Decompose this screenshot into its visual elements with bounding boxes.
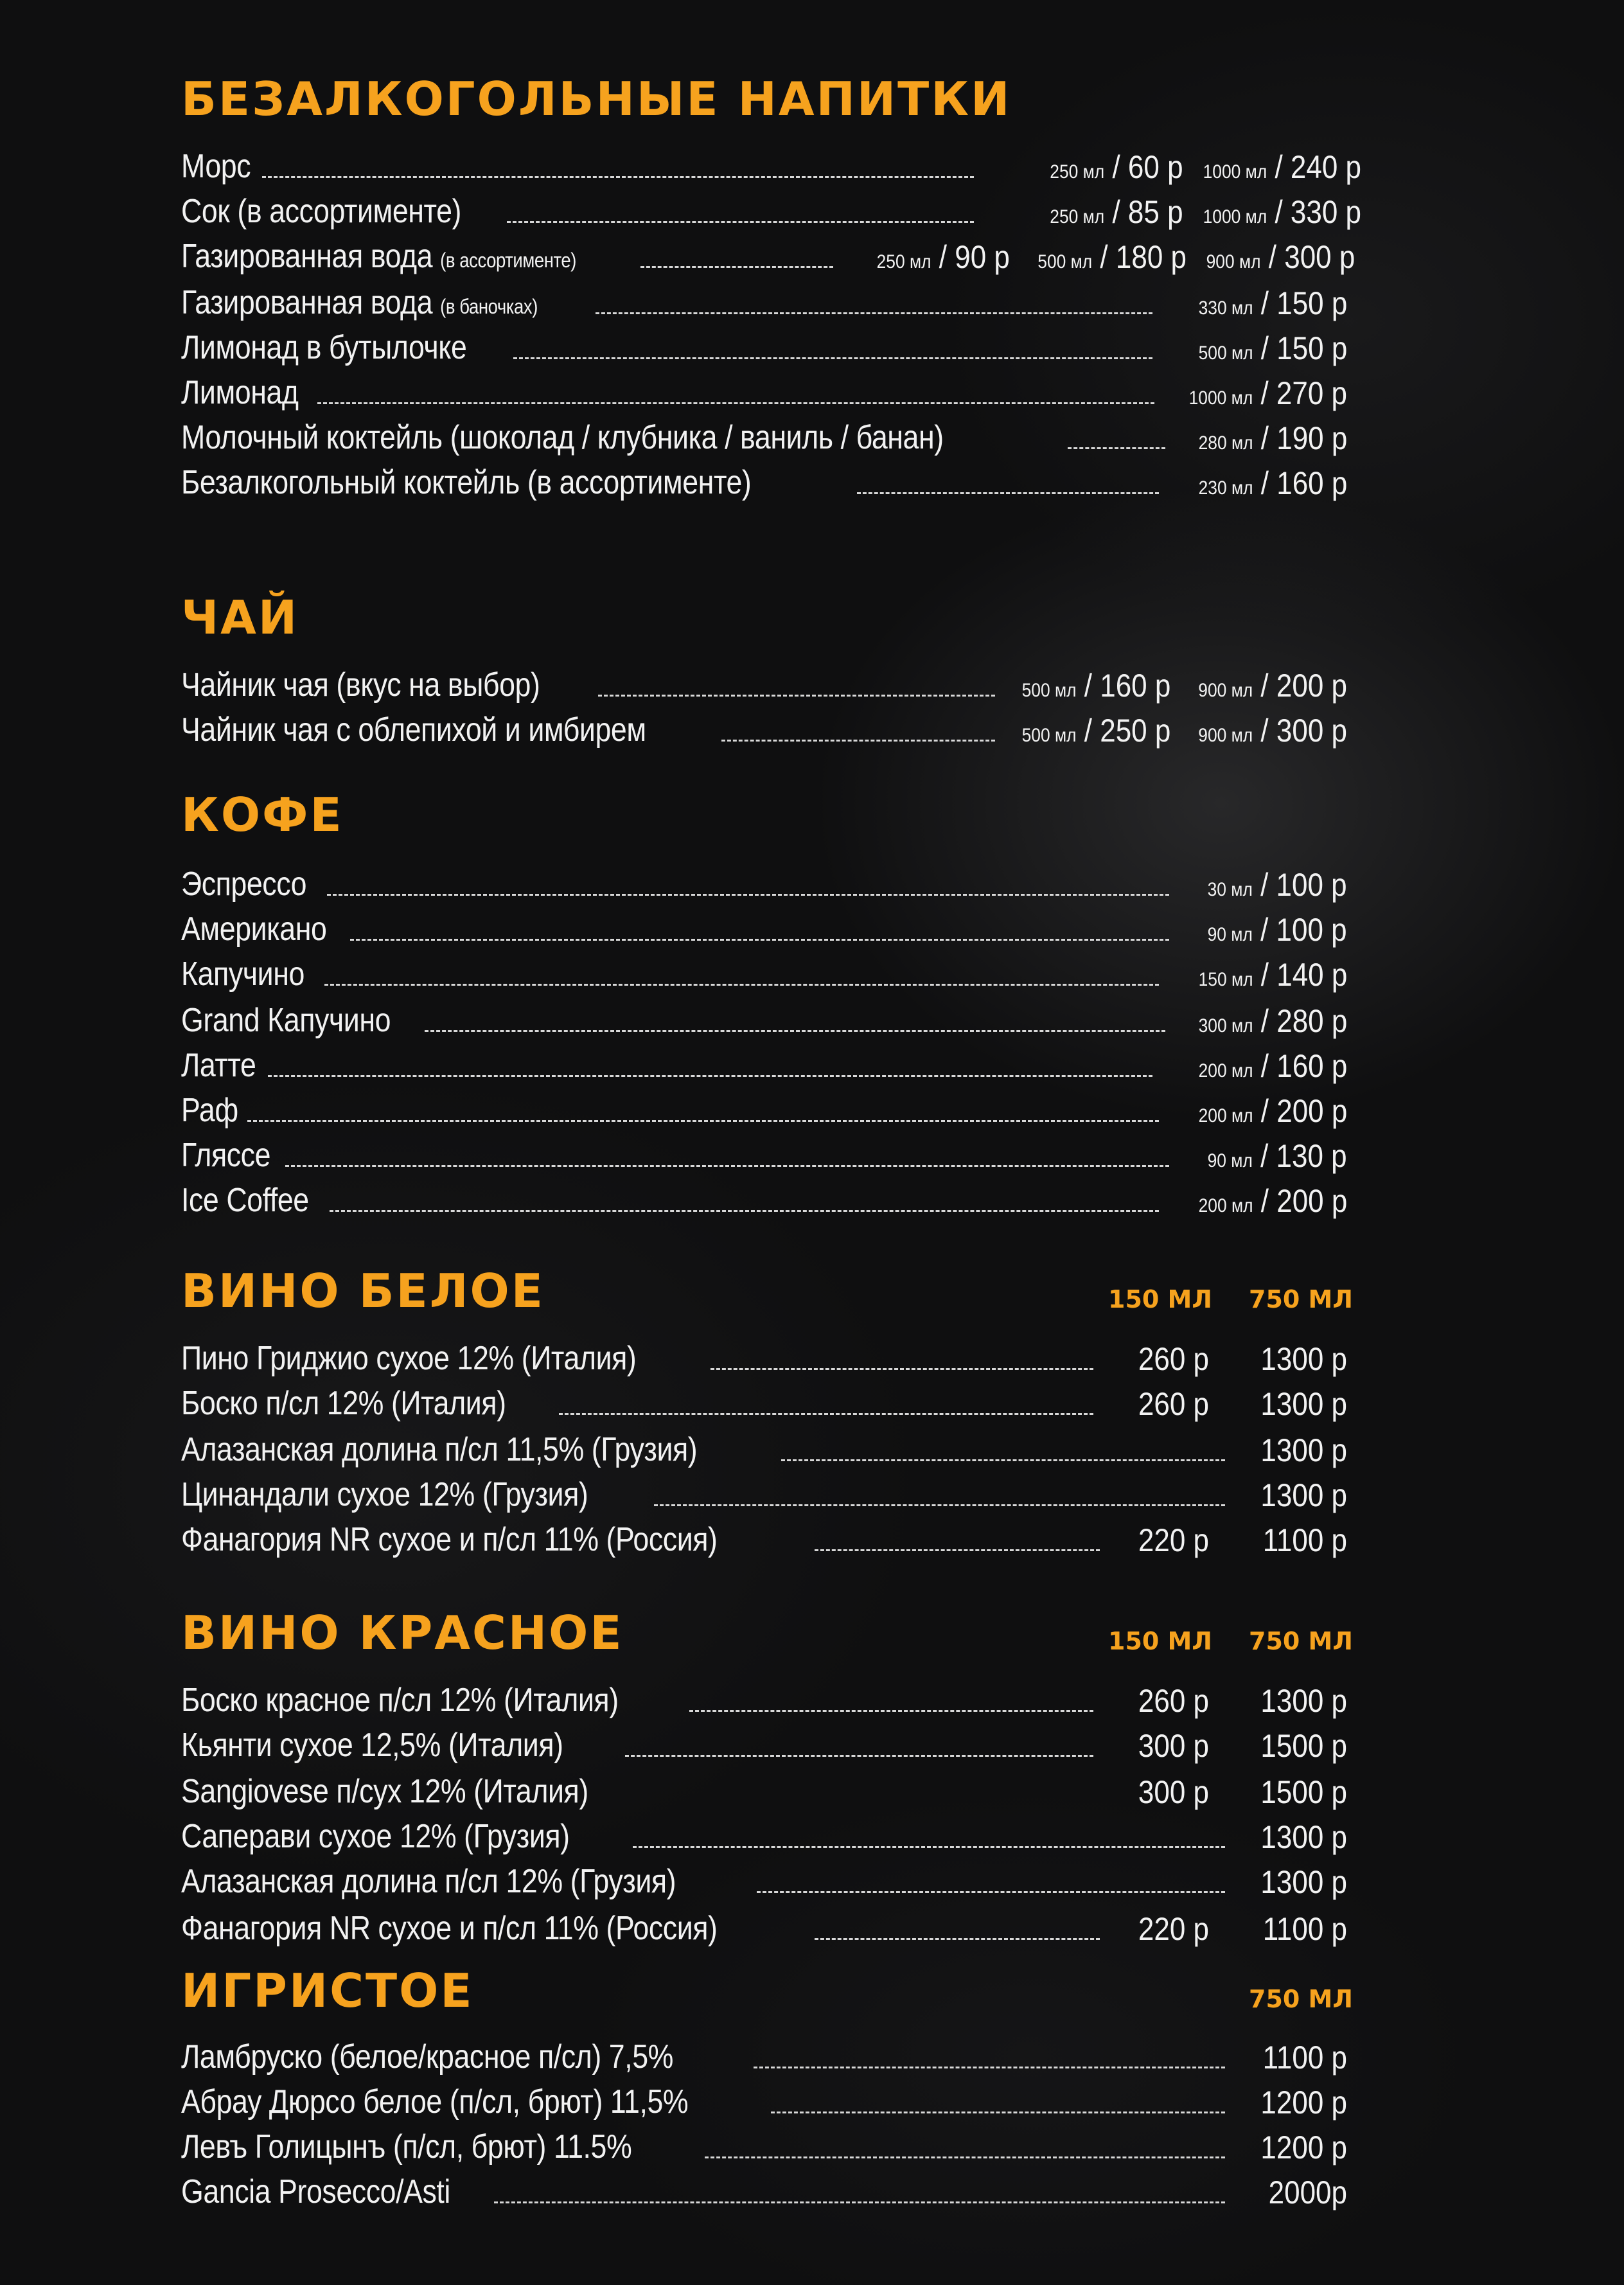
dotted-leader <box>815 1938 1100 1940</box>
menu-item <box>181 1471 1347 1511</box>
item-name: Grand Капучино <box>181 1002 391 1039</box>
dotted-leader <box>857 492 1159 494</box>
menu-item <box>181 1905 1347 1945</box>
menu-item <box>181 997 1347 1037</box>
item-name: Чайник чая (вкус на выбор) <box>181 666 540 704</box>
item-name: Чайник чая с облепихой и имбирем <box>181 711 646 749</box>
item-name: Лимонад в бутылочке <box>181 329 467 366</box>
price-150: 260 р <box>1138 1683 1209 1719</box>
dotted-leader <box>425 1030 1165 1032</box>
dotted-leader <box>268 1075 1152 1077</box>
item-price: 230 мл / 160 р <box>1198 465 1347 501</box>
menu-item <box>181 1858 1347 1898</box>
section-title: БЕЗАЛКОГОЛЬНЫЕ НАПИТКИ <box>181 72 1012 126</box>
dotted-leader <box>781 1459 1225 1461</box>
menu-item <box>181 1335 1347 1375</box>
menu-item <box>181 2079 1347 2119</box>
dotted-leader <box>507 221 974 223</box>
item-price: 300 мл / 280 р <box>1198 1003 1347 1039</box>
price-750: 1300 р <box>1260 1819 1347 1855</box>
menu-item <box>181 1813 1347 1853</box>
dotted-leader <box>757 1891 1225 1893</box>
price-150: 260 р <box>1138 1386 1209 1422</box>
menu-item <box>181 1427 1347 1466</box>
section-title: ИГРИСТОЕ <box>181 1964 474 2018</box>
dotted-leader <box>710 1368 1093 1370</box>
item-price: 1000 мл / 270 р <box>1188 375 1347 411</box>
dotted-leader <box>598 695 994 697</box>
item-name: Американо <box>181 911 327 948</box>
price-750: 1300 р <box>1260 1386 1347 1422</box>
column-header-750: 750 МЛ <box>1249 1627 1353 1655</box>
menu-item <box>181 2124 1347 2164</box>
dotted-leader <box>559 1413 1093 1415</box>
section-title: ВИНО БЕЛОЕ <box>181 1264 545 1318</box>
price-750: 1300 р <box>1260 1341 1347 1377</box>
item-name: Левъ Голицынъ (п/сл, брют) 11.5% <box>181 2128 632 2165</box>
menu-item <box>181 2169 1347 2209</box>
item-name: Газированная вода (в баночках) <box>181 284 538 321</box>
item-name: Ламбруско (белое/красное п/сл) 7,5% <box>181 2038 674 2076</box>
dotted-leader <box>625 1755 1093 1757</box>
item-name: Молочный коктейль (шоколад / клубника / ваниль / банан) <box>181 419 944 456</box>
item-name: Сок (в ассортименте) <box>181 193 462 230</box>
item-name: Фанагория NR сухое и п/сл 11% (Россия) <box>181 1521 718 1558</box>
dotted-leader <box>327 894 1169 896</box>
price-750: 1100 р <box>1262 1522 1347 1558</box>
dotted-leader <box>330 1210 1159 1212</box>
menu-item <box>181 1042 1347 1082</box>
price-150: 220 р <box>1138 1911 1209 1947</box>
item-name: Ice Coffee <box>181 1182 309 1219</box>
menu-item <box>181 1722 1347 1762</box>
item-price: 90 мл / 130 р <box>1207 1138 1347 1174</box>
dotted-leader <box>324 984 1159 986</box>
dotted-leader <box>654 1504 1225 1506</box>
item-name: Пино Гриджио сухое 12% (Италия) <box>181 1340 637 1377</box>
menu-item <box>181 2034 1347 2074</box>
item-name: Газированная вода (в ассортименте) <box>181 238 576 275</box>
price-750: 1300 р <box>1260 1864 1347 1900</box>
item-name: Алазанская долина п/сл 12% (Грузия) <box>181 1863 676 1900</box>
item-name: Кьянти сухое 12,5% (Италия) <box>181 1727 563 1764</box>
item-price: 30 мл / 100 р <box>1207 867 1347 903</box>
price-750: 1300 р <box>1260 1477 1347 1513</box>
dotted-leader <box>689 1710 1093 1712</box>
dotted-leader <box>247 1120 1158 1122</box>
dotted-leader <box>1068 447 1165 449</box>
item-price: 500 мл / 180 р <box>1037 239 1187 275</box>
column-header-750: 750 МЛ <box>1249 1985 1353 2013</box>
dotted-leader <box>285 1165 1170 1167</box>
item-name: Латте <box>181 1047 256 1084</box>
item-price: 900 мл / 300 р <box>1206 239 1355 275</box>
menu-item <box>181 143 1362 185</box>
item-name: Гляссе <box>181 1137 271 1174</box>
menu-item <box>181 951 1347 991</box>
item-name: Фанагория NR сухое и п/сл 11% (Россия) <box>181 1910 718 1947</box>
item-name: Морс <box>181 148 251 185</box>
menu-item <box>181 369 1347 409</box>
dotted-leader <box>640 266 833 268</box>
dotted-leader <box>721 740 994 742</box>
item-price: 500 мл / 160 р <box>1021 668 1170 704</box>
item-name: Sangiovese п/сух 12% (Италия) <box>181 1773 588 1810</box>
column-header-150: 150 МЛ <box>1108 1627 1212 1655</box>
price-750: 1300 р <box>1260 1432 1347 1468</box>
menu-item <box>181 233 1355 275</box>
item-price: 900 мл / 300 р <box>1198 713 1347 749</box>
dotted-leader <box>494 2201 1225 2203</box>
column-header-150: 150 МЛ <box>1108 1285 1212 1313</box>
dotted-leader <box>513 357 1152 359</box>
item-price: 250 мл / 85 р <box>1050 194 1183 230</box>
item-name: Безалкогольный коктейль (в ассортименте) <box>181 464 752 501</box>
price-750: 1100 р <box>1262 2040 1347 2076</box>
item-name: Алазанская долина п/сл 11,5% (Грузия) <box>181 1431 698 1468</box>
menu-item <box>181 459 1347 499</box>
menu-item <box>181 1380 1347 1420</box>
item-price: 330 мл / 150 р <box>1198 285 1347 321</box>
price-150: 260 р <box>1138 1341 1209 1377</box>
price-750: 1300 р <box>1260 1683 1347 1719</box>
price-750: 1200 р <box>1260 2129 1347 2165</box>
item-name: Боско красное п/сл 12% (Италия) <box>181 1682 619 1719</box>
price-750: 2000р <box>1268 2174 1347 2210</box>
menu-item <box>181 1677 1347 1717</box>
item-price: 280 мл / 190 р <box>1198 420 1347 456</box>
dotted-leader <box>705 2156 1225 2158</box>
item-price: 1000 мл / 240 р <box>1203 149 1362 185</box>
menu-item <box>181 1132 1347 1172</box>
section-title: ЧАЙ <box>181 591 299 645</box>
item-price: 200 мл / 200 р <box>1198 1183 1347 1219</box>
dotted-leader <box>815 1549 1100 1551</box>
price-150: 220 р <box>1138 1522 1209 1558</box>
menu-item <box>181 414 1347 454</box>
price-750: 1500 р <box>1260 1774 1347 1810</box>
item-price: 200 мл / 200 р <box>1198 1093 1347 1129</box>
menu-item <box>181 906 1347 946</box>
item-name: Саперави сухое 12% (Грузия) <box>181 1818 570 1855</box>
price-150: 300 р <box>1138 1728 1209 1764</box>
item-name: Цинандали сухое 12% (Грузия) <box>181 1476 588 1513</box>
item-price: 250 мл / 60 р <box>1050 149 1183 185</box>
item-price: 250 мл / 90 р <box>876 239 1010 275</box>
item-price: 500 мл / 250 р <box>1021 713 1170 749</box>
item-name: Лимонад <box>181 374 299 411</box>
item-name: Абрау Дюрсо белое (п/сл, брют) 11,5% <box>181 2083 689 2121</box>
dotted-leader <box>350 939 1169 941</box>
dotted-leader <box>596 312 1152 314</box>
menu-item <box>181 1177 1347 1217</box>
section-title: КОФЕ <box>181 788 344 842</box>
item-price: 500 мл / 150 р <box>1198 330 1347 366</box>
price-750: 1500 р <box>1260 1728 1347 1764</box>
menu-item <box>181 662 1347 702</box>
price-750: 1200 р <box>1260 2085 1347 2121</box>
item-name: Раф <box>181 1092 238 1129</box>
dotted-leader <box>754 2067 1225 2068</box>
menu-item <box>181 1087 1347 1127</box>
item-price: 90 мл / 100 р <box>1207 912 1347 948</box>
price-150: 300 р <box>1138 1774 1209 1810</box>
dotted-leader <box>771 2112 1225 2113</box>
menu-item <box>181 280 1347 319</box>
dotted-leader <box>317 402 1154 404</box>
menu-item <box>181 325 1347 364</box>
section-title: ВИНО КРАСНОЕ <box>181 1606 624 1660</box>
column-header-750: 750 МЛ <box>1249 1285 1353 1313</box>
item-name: Боско п/сл 12% (Италия) <box>181 1385 506 1422</box>
menu-item <box>181 1516 1347 1556</box>
dotted-leader <box>262 176 975 178</box>
item-price: 1000 мл / 330 р <box>1203 194 1362 230</box>
item-price: 150 мл / 140 р <box>1198 957 1347 993</box>
item-name: Капучино <box>181 956 304 993</box>
menu-item <box>181 1768 1347 1808</box>
menu-item <box>181 861 1347 901</box>
item-name: Эспрессо <box>181 866 307 903</box>
price-750: 1100 р <box>1262 1911 1347 1947</box>
dotted-leader <box>633 1846 1225 1848</box>
menu-item <box>181 188 1362 230</box>
item-price: 200 мл / 160 р <box>1198 1048 1347 1084</box>
item-price: 900 мл / 200 р <box>1198 668 1347 704</box>
menu-item <box>181 707 1347 747</box>
item-name: Gancia Prosecco/Asti <box>181 2173 450 2210</box>
